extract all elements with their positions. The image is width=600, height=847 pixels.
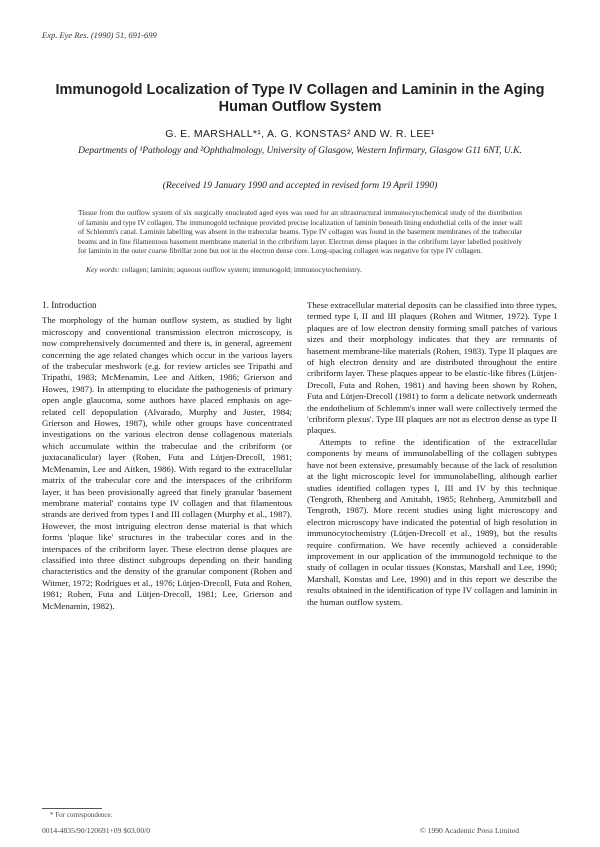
left-column — [42, 300, 292, 612]
body-paragraph: The morphology of the human outflow system, as studied by light microscopy and conventional transmission electron microscopy, is now comprehensively documented and there is, in general, agreement concerning the age related changes which occur in the various layers of the trabecular meshwork (e.g. for review articles see Tripathi and Tripathi, 1983; McMenamin, Lee and Aitken, 1986; Grierson and Howes, 1987). In attempting to elucidate the pathogenesis of primary open angle glaucoma, some authors have placed emphasis on age-related cell depopulation (Alvarado, Murphy and Juster, 1984; Grierson and Howes, 1987), while other groups have concentrated investigations on the various electron dense collagenous materials which accumulate within the trabeculae and the cribriform (or juxtacanalicular) layer (Rohen, Futa and Lütjen-Drecoll, 1981; McMenamin, Lee and Aitken, 1986). With regard to the extracellular matrix of the trabecular core and the interspaces of the cribriform layer, it has been provisionally agreed that finely granular 'basement membrane material' contains type IV collagen and that filamentous strands are derived from types I and III collagen (Murphy et al., 1987). However, the most intriguing electron dense material is that which forms 'plaque like' structures in the trabecular cores and in the interspaces of the cribriform layer. These electron dense plaques are classified into three distinct subgroups depending on their banding characteristics and the density of the granular component (Rohen and Witmer, 1972; Rodrigues et al., 1976; Lütjen-Drecoll, Futa and Rohen, 1981; Rohen, Futa and Lütjen-Drecoll, 1981; Lee, Grierson and McMenamin, 1982). — [42, 315, 292, 611]
right-column — [307, 300, 557, 608]
keywords — [86, 265, 522, 274]
footnote: * For correspondence. — [50, 811, 113, 819]
abstract: Tissue from the outflow system of six surgically enucleated aged eyes was used for an ultrastructural immunocytochemical study of the distribution of laminin and type IV collagen. The immunogold technique provided precise localization of laminin beneath lining endothelial cells of the inner wall of Schlemm's canal. Laminin labelling was absent in the trabecular beams. Type IV collagen was found in the basement membranes of the trabecular beams and in fine filamentous basement membrane material in the cribriform layer. Electron dense plaques in the cribriform layer labelled positively for laminin in the outer coarse fibrillar zone but not in the electron dense core. Long-spacing collagen was negative for type IV collagen. — [78, 208, 522, 255]
received-dates: (Received 19 January 1990 and accepted in revised form 19 April 1990) — [162, 181, 438, 191]
author-list: G. E. MARSHALL*¹, A. G. KONSTAS² AND W. R. LEE¹ — [165, 128, 435, 140]
article-code: 0014-4835/90/120691+09 $03.00/0 — [42, 826, 151, 835]
body-paragraph: These extracellular material deposits can be classified into three types, termed type I, II and III plaques (Rohen and Witmer, 1972). Type I plaques are of low electron density forming small patches of various sizes and their morphology indicates that they are remnants of basement membrane-like materials (Rohen, 1983). Type II plaques are of high electron density and are distributed throughout the entire cribriform layer. These plaques appear to be elastic-like fibres (Lütjen-Drecoll, Futa and Rohen, 1981) and having been shown by Rohen, Futa and Lütjen-Drecoll (1981) to form a delicate network underneath the endothelium of Schlemm's inner wall were collectively termed the 'cribriform plexus'. Type III plaques are not as electron dense as type II plaques. — [307, 300, 557, 436]
footnote-divider — [42, 808, 102, 809]
article-title: Immunogold Localization of Type IV Collagen and Laminin in the Aging Human Outflow System — [55, 82, 545, 115]
body-paragraph: Attempts to refine the identification of the extracellular components by means of immunolabelling of the collagen subtypes have not been extensive, presumably because of the lack of resolution at the light microscopic level for immunolabelling, although earlier studies identified collagen types I, III and IV by this technique (Tengroth, Rhenberg and Amitabh, 1985; Rehnberg, Ammitzbøll and Tengroth, 1987). More recent studies using light microscopy and electron microscopy have indicated the potential of high resolution in immunocytochemistry (Lütjen-Drecoll et al., 1989), but the results require confirmation. We have recently achieved a considerable improvement in our application of the immunogold technique to the study of collagen in ocular tissues (Konstas, Marshall and Lee, 1990; Marshall, Konstas and Lee, 1990) and in this report we describe the results obtained in the identification of type IV collagen and laminin in the human outflow system. — [307, 436, 557, 607]
copyright-notice: © 1990 Academic Press Limited — [420, 826, 519, 835]
keywords-text: collagen; laminin; aqueous outflow system; immunogold; immunocytochemistry. — [121, 265, 362, 274]
journal-reference: Exp. Eye Res. (1990) 51, 691-699 — [42, 30, 157, 40]
keywords-label: Key words: — [86, 265, 120, 274]
author-affiliation: Departments of ¹Pathology and ²Ophthalmology, University of Glasgow, Western Infirmary, Glasgow G11 6NT, U.K. — [78, 146, 522, 156]
section-heading: 1. Introduction — [42, 300, 97, 310]
